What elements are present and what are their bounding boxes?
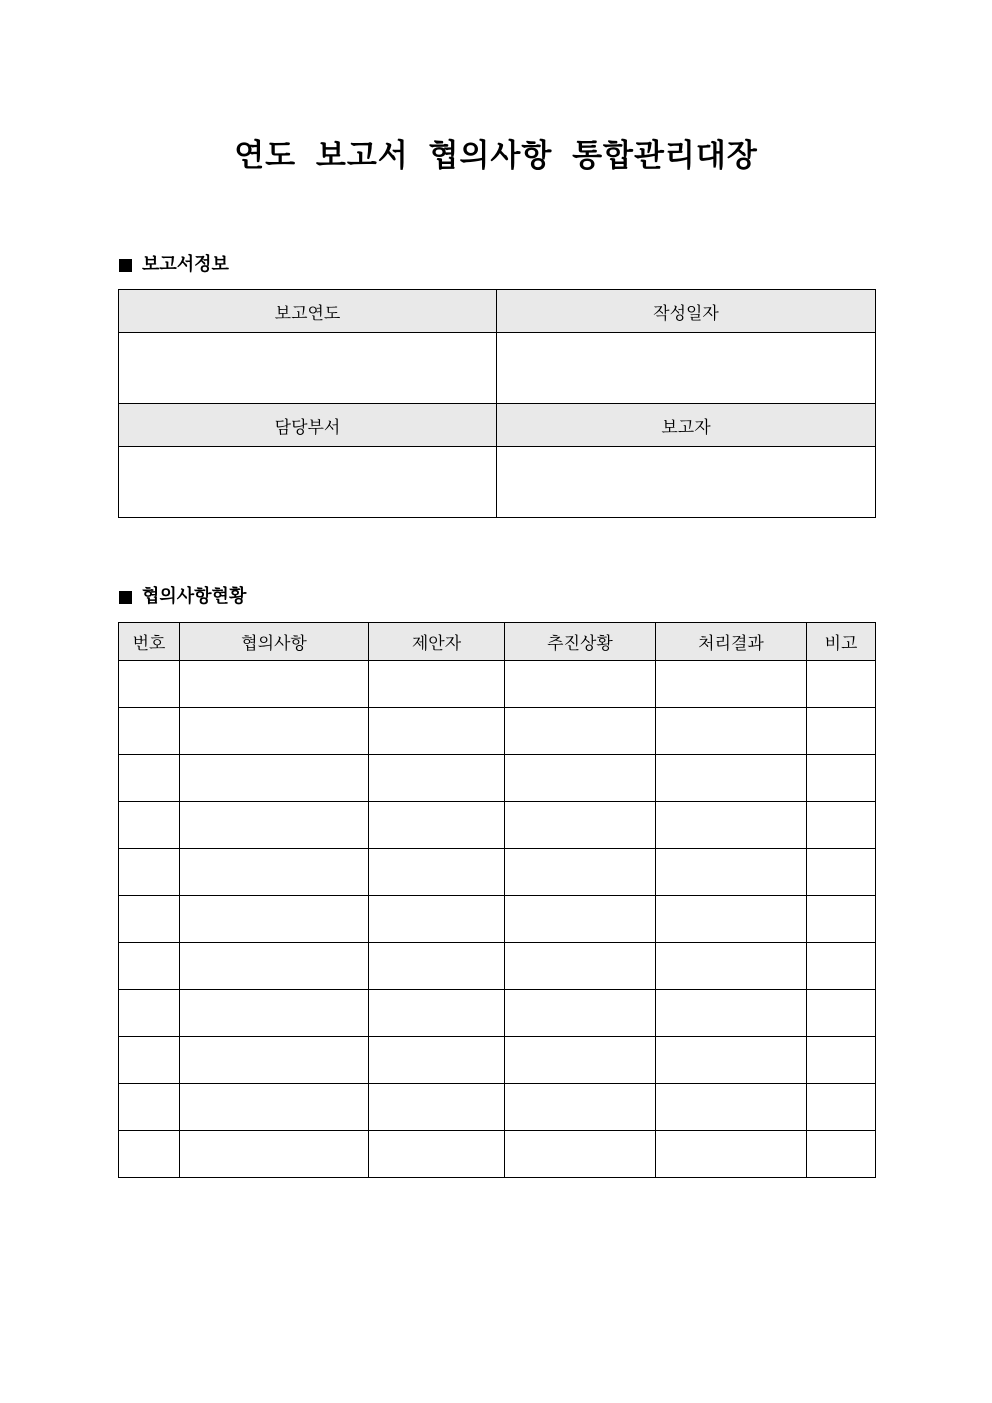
cell-remarks[interactable]	[807, 661, 876, 708]
cell-number[interactable]	[119, 1131, 180, 1178]
table-row	[119, 708, 876, 755]
cell-remarks[interactable]	[807, 896, 876, 943]
section-heading-consultation-status	[119, 585, 246, 609]
cell-result[interactable]	[656, 896, 807, 943]
cell-number[interactable]	[119, 943, 180, 990]
cell-proposer[interactable]	[369, 708, 505, 755]
column-header-proposer: 제안자	[369, 623, 505, 661]
cell-remarks[interactable]	[807, 1037, 876, 1084]
document-title: 연도 보고서 협의사항 통합관리대장	[234, 138, 758, 174]
table-row	[119, 1084, 876, 1131]
cell-remarks[interactable]	[807, 990, 876, 1037]
cell-item[interactable]	[180, 1084, 369, 1131]
cell-result[interactable]	[656, 990, 807, 1037]
cell-remarks[interactable]	[807, 1131, 876, 1178]
cell-item[interactable]	[180, 708, 369, 755]
table-row	[119, 896, 876, 943]
cell-number[interactable]	[119, 1084, 180, 1131]
cell-progress[interactable]	[505, 943, 656, 990]
table-row	[119, 802, 876, 849]
table-header-row	[119, 404, 876, 447]
table-body	[119, 661, 876, 1178]
cell-number[interactable]	[119, 1037, 180, 1084]
cell-remarks[interactable]	[807, 755, 876, 802]
cell-result[interactable]	[656, 755, 807, 802]
cell-progress[interactable]	[505, 755, 656, 802]
cell-proposer[interactable]	[369, 1131, 505, 1178]
cell-number[interactable]	[119, 990, 180, 1037]
cell-proposer[interactable]	[369, 1037, 505, 1084]
consultation-status-table	[118, 622, 876, 1178]
cell-remarks[interactable]	[807, 802, 876, 849]
cell-proposer[interactable]	[369, 943, 505, 990]
square-bullet-icon	[119, 259, 132, 272]
label-created-date: 작성일자	[497, 290, 876, 333]
table-header-row	[119, 623, 876, 661]
table-row	[119, 661, 876, 708]
column-header-number: 번호	[119, 623, 180, 661]
cell-proposer[interactable]	[369, 1084, 505, 1131]
cell-number[interactable]	[119, 708, 180, 755]
label-report-year: 보고연도	[119, 290, 497, 333]
cell-result[interactable]	[656, 708, 807, 755]
value-reporter[interactable]	[497, 447, 876, 518]
cell-item[interactable]	[180, 802, 369, 849]
cell-item[interactable]	[180, 755, 369, 802]
cell-result[interactable]	[656, 1131, 807, 1178]
table-header-row	[119, 290, 876, 333]
column-header-progress: 추진상황	[505, 623, 656, 661]
cell-number[interactable]	[119, 896, 180, 943]
column-header-remarks: 비고	[807, 623, 876, 661]
cell-item[interactable]	[180, 896, 369, 943]
cell-result[interactable]	[656, 849, 807, 896]
cell-result[interactable]	[656, 802, 807, 849]
cell-remarks[interactable]	[807, 1084, 876, 1131]
cell-item[interactable]	[180, 1037, 369, 1084]
cell-progress[interactable]	[505, 1131, 656, 1178]
section-heading-label: 보고서정보	[142, 254, 229, 275]
value-department[interactable]	[119, 447, 497, 518]
table-row	[119, 849, 876, 896]
cell-progress[interactable]	[505, 1037, 656, 1084]
column-header-item: 협의사항	[180, 623, 369, 661]
cell-progress[interactable]	[505, 802, 656, 849]
cell-proposer[interactable]	[369, 990, 505, 1037]
label-reporter: 보고자	[497, 404, 876, 447]
cell-remarks[interactable]	[807, 943, 876, 990]
cell-result[interactable]	[656, 1037, 807, 1084]
cell-number[interactable]	[119, 849, 180, 896]
column-header-result: 처리결과	[656, 623, 807, 661]
table-row	[119, 1037, 876, 1084]
table-row	[119, 943, 876, 990]
cell-result[interactable]	[656, 943, 807, 990]
cell-number[interactable]	[119, 661, 180, 708]
table-row	[119, 1131, 876, 1178]
cell-item[interactable]	[180, 1131, 369, 1178]
value-report-year[interactable]	[119, 333, 497, 404]
cell-proposer[interactable]	[369, 849, 505, 896]
cell-remarks[interactable]	[807, 708, 876, 755]
square-bullet-icon	[119, 591, 132, 604]
cell-remarks[interactable]	[807, 849, 876, 896]
cell-progress[interactable]	[505, 990, 656, 1037]
table-row	[119, 755, 876, 802]
cell-progress[interactable]	[505, 896, 656, 943]
value-created-date[interactable]	[497, 333, 876, 404]
cell-result[interactable]	[656, 1084, 807, 1131]
cell-progress[interactable]	[505, 849, 656, 896]
cell-progress[interactable]	[505, 708, 656, 755]
cell-proposer[interactable]	[369, 896, 505, 943]
section-heading-report-info	[119, 253, 229, 277]
table-value-row	[119, 447, 876, 518]
cell-proposer[interactable]	[369, 755, 505, 802]
cell-item[interactable]	[180, 990, 369, 1037]
cell-proposer[interactable]	[369, 661, 505, 708]
cell-progress[interactable]	[505, 1084, 656, 1131]
table-value-row	[119, 333, 876, 404]
cell-number[interactable]	[119, 755, 180, 802]
report-info-table	[118, 289, 876, 518]
cell-proposer[interactable]	[369, 802, 505, 849]
cell-item[interactable]	[180, 943, 369, 990]
cell-number[interactable]	[119, 802, 180, 849]
label-department: 담당부서	[119, 404, 497, 447]
cell-result[interactable]	[656, 661, 807, 708]
section-heading-label: 협의사항현황	[142, 586, 247, 607]
table-row	[119, 990, 876, 1037]
cell-progress[interactable]	[505, 661, 656, 708]
cell-item[interactable]	[180, 849, 369, 896]
cell-item[interactable]	[180, 661, 369, 708]
